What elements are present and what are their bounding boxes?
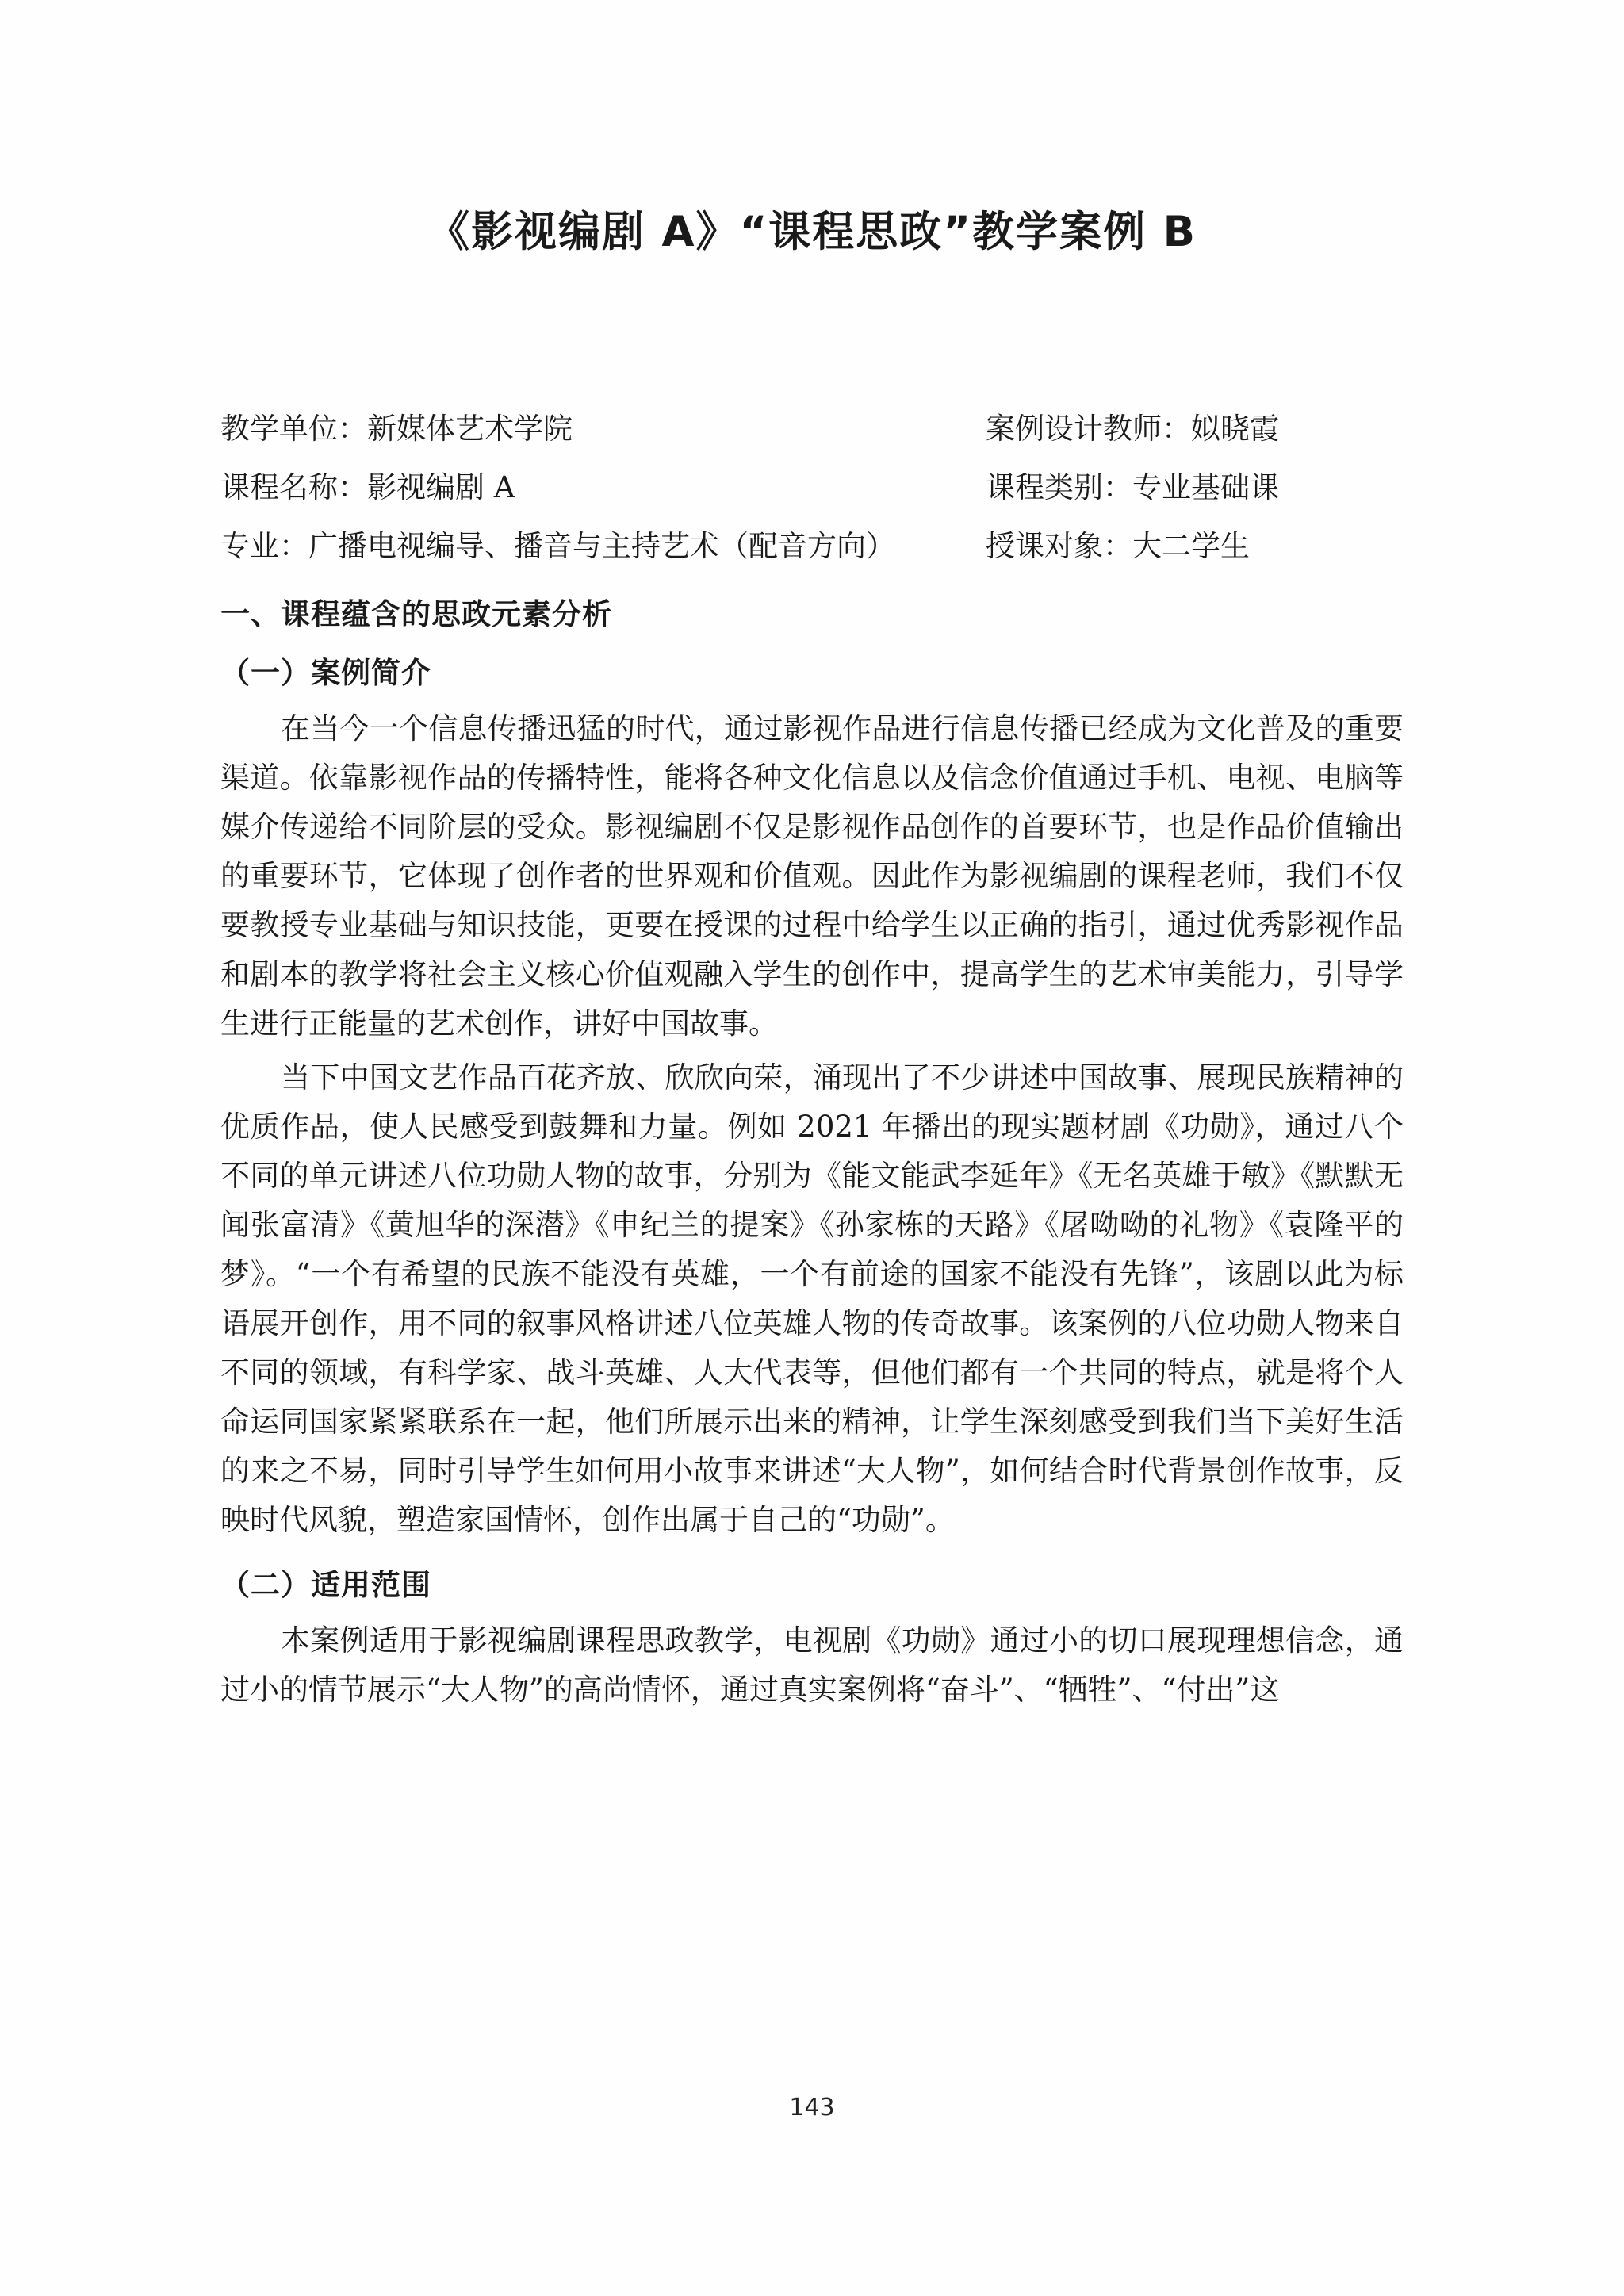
- page-number: 143: [789, 2094, 835, 2122]
- paragraph-1: 在当今一个信息传播迅猛的时代，通过影视作品进行信息传播已经成为文化普及的重要渠道。依靠影视作品的传播特性，能将各种文化信息以及信念价值通过手机、电视、电脑等媒介传递给不同阶层的受众。影视编剧不仅是影视作品创作的首要环节，也是作品价值输出的重要环节，它体现了创作者的世界观和价值观。因此作为影视编剧的课程老师，我们不仅要教授专业基础与知识技能，更要在授课的过程中给学生以正确的指引，通过优秀影视作品和剧本的教学将社会主义核心价值观融入学生的创作中，提高学生的艺术审美能力，引导学生进行正能量的艺术创作，讲好中国故事。: [220, 711, 1404, 1041]
- major: 专业：广播电视编导、播音与主持艺术（配音方向）: [220, 529, 895, 563]
- document-content: [220, 0, 1404, 1719]
- paragraph-2: 当下中国文艺作品百花齐放、欣欣向荣，涌现出了不少讲述中国故事、展现民族精神的优质作品，使人民感受到鼓舞和力量。例如 2021 年播出的现实题材剧《功勋》，通过八个不同的单元讲述八位功勋人物的故事，分别为《能文能武李延年》《无名英雄于敏》《默默无闻张富清》《黄旭华的深潜》《申纪兰的提案》《孙家栋的天路》《屠呦呦的礼物》《袁隆平的梦》。“一个有希望的民族不能没有英雄，一个有前途的国家不能没有先锋”，该剧以此为标语展开创作，用不同的叙事风格讲述八位英雄人物的传奇故事。该案例的八位功勋人物来自不同的领域，有科学家、战斗英雄、人大代表等，但他们都有一个共同的特点，就是将个人命运同国家紧紧联系在一起，他们所展示出来的精神，让学生深刻感受到我们当下美好生活的来之不易，同时引导学生如何用小故事来讲述“大人物”，如何结合时代背景创作故事，反映时代风貌，塑造家国情怀，创作出属于自己的“功勋”。: [220, 1060, 1404, 1537]
- paragraph-3: 本案例适用于影视编剧课程思政教学，电视剧《功勋》通过小的切口展现理想信念，通过小的情节展示“大人物”的高尚情怀，通过真实案例将“奋斗”、“牺牲”、“付出”这: [220, 1623, 1404, 1707]
- metadata-row: [220, 412, 1404, 446]
- metadata-block: [220, 414, 1404, 561]
- metadata-row: [220, 470, 1404, 504]
- section-heading-1: 一、课程蕴含的思政元素分析: [220, 596, 612, 631]
- course-category: 课程类别：专业基础课: [986, 470, 1279, 504]
- subsection-heading-1: （一）案例简介: [220, 655, 431, 690]
- course-name: 课程名称：影视编剧 A: [220, 470, 515, 504]
- case-designer: 案例设计教师：姒晓霞: [986, 412, 1279, 446]
- page-title: 《影视编剧 A》“课程思政”教学案例 B: [427, 208, 1197, 256]
- audience: 授课对象：大二学生: [986, 529, 1250, 563]
- subsection-heading-2: （二）适用范围: [220, 1567, 431, 1602]
- metadata-row: [220, 531, 1404, 561]
- teaching-unit: 教学单位：新媒体艺术学院: [220, 412, 573, 446]
